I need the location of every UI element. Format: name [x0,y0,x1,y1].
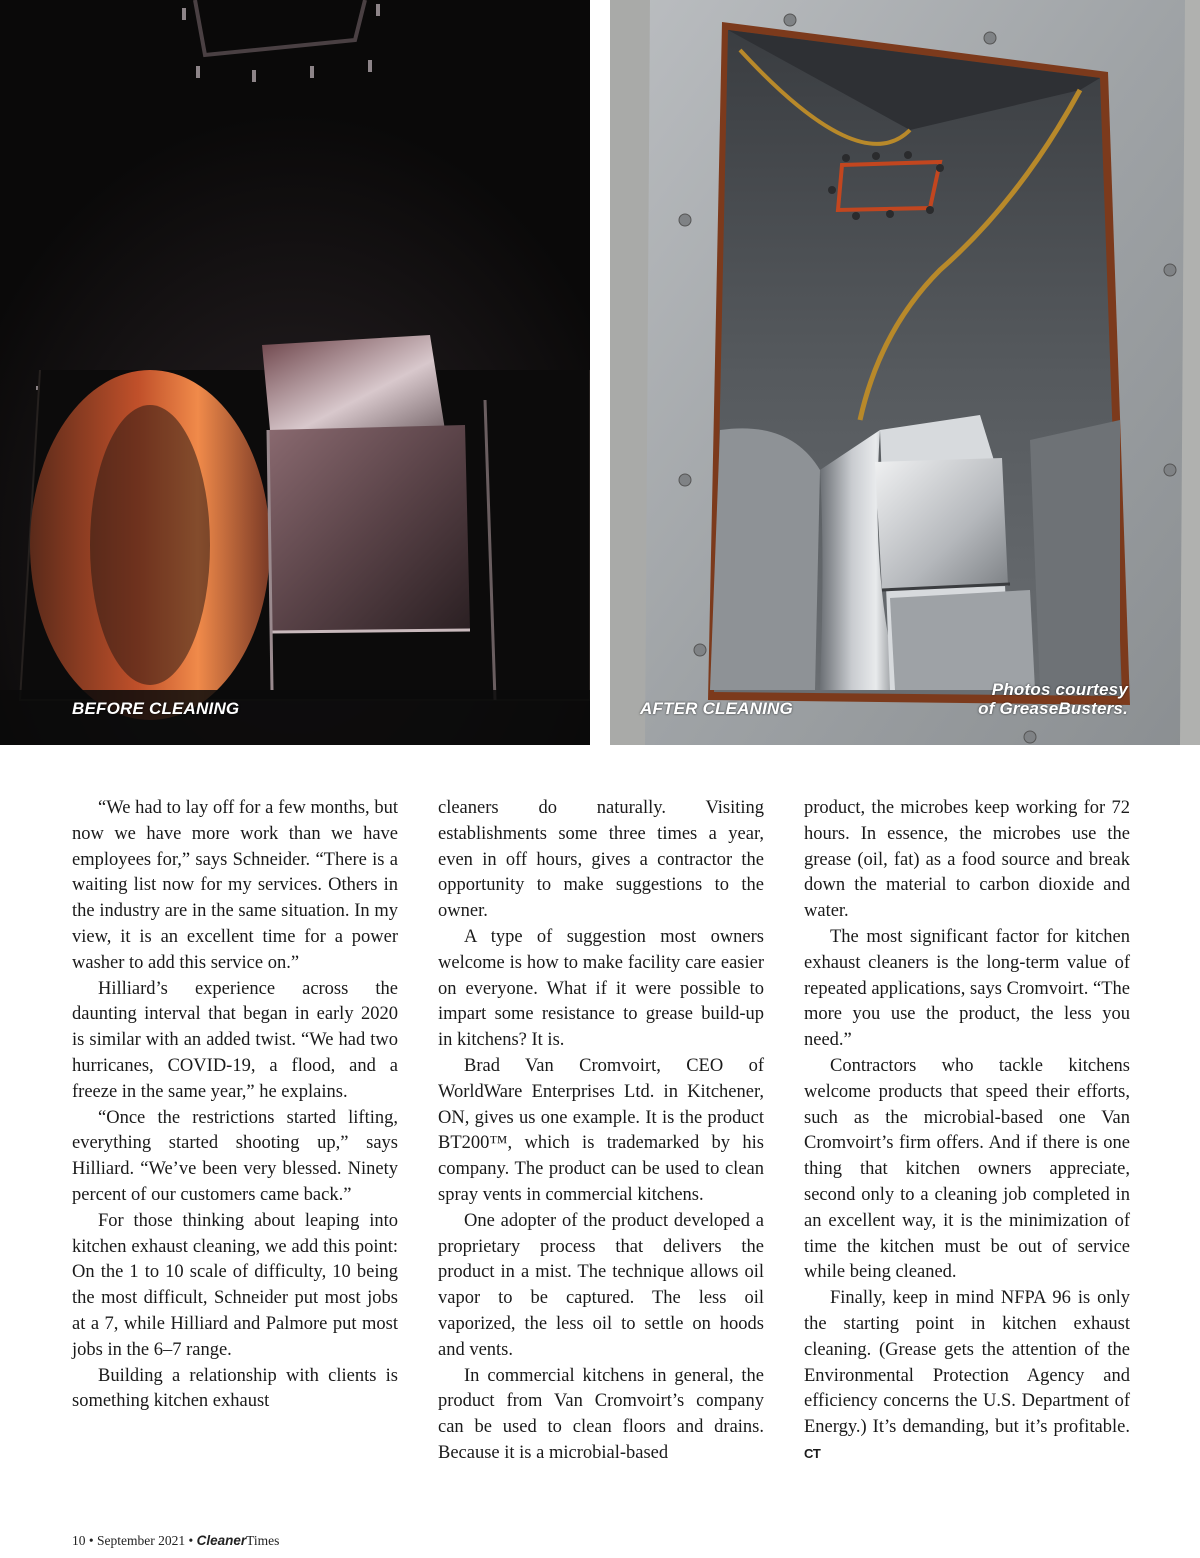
before-cleaning-caption: BEFORE CLEANING [72,699,240,718]
paragraph: “Once the restrictions started lifting, everything started shooting up,” says Hilliard. “We’ve been very blessed. Ninety percent of our customers came back.” [72,1107,398,1205]
page-footer [72,1533,279,1549]
paragraph-continued: product, the microbes keep working for 72 hours. In essence, the microbes use the grease (oil, fat) as a food source and break down the material to carbon dioxide and water. [804,798,1130,922]
after-cleaning-photo [610,0,1200,745]
after-cleaning-caption: AFTER CLEANING [640,699,793,718]
paragraph: Building a relationship with clients is something kitchen exhaust [72,1365,398,1412]
paragraph: Hilliard’s experience across the daunting interval that began in early 2020 is similar with an added twist. “We had two hurricanes, COVID-19, a flood, and a freeze in the same year,” he explains. [72,978,398,1102]
footer-bullet: • [188,1533,194,1548]
paragraph-continued: cleaners do naturally. Visiting establishments some three times a year, even in off hours, gives a contractor the opportunity to make suggestions to the owner. [438,798,764,922]
end-mark: CT [804,1445,821,1461]
page-number: 10 [72,1533,86,1548]
issue-date: September 2021 [96,1533,186,1548]
article-column-3 [804,796,1130,1467]
final-paragraph [804,1286,1130,1467]
paragraph: A type of suggestion most owners welcome is how to make facility care easier on everyone. What if it were possible to impart some resistance to grease build-up in kitchens? It is. [438,926,764,1051]
photo-credit [978,680,1128,718]
paragraph: In commercial kitchens in general, the product from Van Cromvoirt’s company can be used to clean floors and drains. Because it is a microbial-based [438,1365,764,1463]
footer-bullet: • [88,1533,94,1548]
magazine-name-cleaner: Cleaner [196,1533,247,1548]
paragraph: Contractors who tackle kitchens welcome products that speed their efforts, such as the microbial-based one Van Cromvoirt’s firm offers. And if there is one thing that kitchen owners appreciate, second only to a cleaning job completed in an excellent way, it is the minimization of time the kitchen must be out of service while being cleaned. [804,1055,1130,1283]
photo-credit-line-1: Photos courtesy [991,680,1128,699]
article-column-2 [438,796,764,1467]
paragraph: The most significant factor for kitchen exhaust cleaners is the long-term value of repeated applications, says Cromvoirt. “The more you use the product, the less you need.” [804,926,1130,1051]
paragraph: One adopter of the product developed a proprietary process that delivers the product in a mist. The technique allows oil vapor to be captured. The less oil vaporized, the less oil to settle on hoods and vents. [438,1210,764,1360]
photo-credit-line-2: of GreaseBusters. [978,699,1128,718]
final-paragraph-text: Finally, keep in mind NFPA 96 is only the starting point in kitchen exhaust cleaning. (Grease gets the attention of the Environmental Protection Agency and efficiency concerns the U.S. Department of Energy.) It’s demanding, but it’s profitable. [804,1288,1130,1438]
paragraph: “We had to lay off for a few months, but now we have more work than we have employees for,” says Schneider. “There is a waiting list now for my services. Others in the industry are in the same situation. In my view, it is an excellent time for a power washer to add this service on.” [72,798,398,973]
paragraph: For those thinking about leaping into kitchen exhaust cleaning, we add this point: On the 1 to 10 scale of difficulty, 10 being the most difficult, Schneider put most jobs at a 7, while Hilliard and Palmore put most jobs in the 6–7 range. [72,1210,398,1360]
before-cleaning-photo [0,0,590,745]
magazine-name-times: Times [246,1533,280,1548]
paragraph: Brad Van Cromvoirt, CEO of WorldWare Enterprises Ltd. in Kitchener, ON, gives us one example. It is the product BT200™, which is trademarked by his company. The product can be used to clean spray vents in commercial kitchens. [438,1055,764,1205]
article-column-1 [72,796,398,1415]
